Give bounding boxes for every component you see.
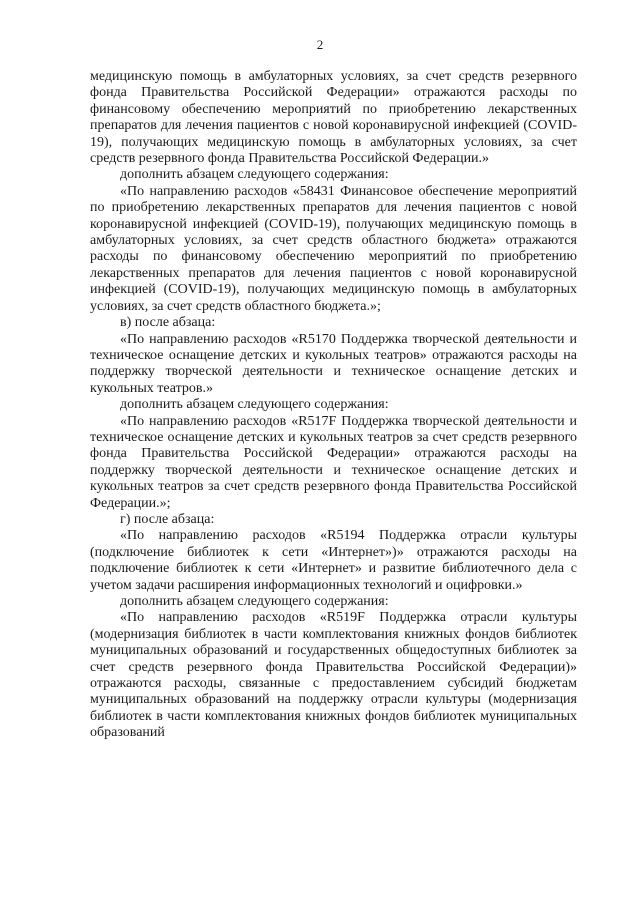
- paragraph: «По направлению расходов «R5194 Поддержка отрасли культуры (подключение библиотек к сети «Интернет»)» отражаются расходы на подключение библиотек к сети «Интернет» и развитие библиотечного дела с учетом задачи расширения информационных технологий и оцифровки.»: [90, 528, 577, 593]
- paragraph: «По направлению расходов «58431 Финансовое обеспечение мероприятий по приобретению лекарственных препаратов для лечения пациентов с новой коронавирусной инфекцией (COVID-19), получающих медицинскую помощь в амбулаторных условиях, за счет средств областного бюджета» отражаются расходы по финансовому обеспечению мероприятий по приобретению лекарственных препаратов для лечения пациентов с новой коронавирусной инфекцией (COVID-19), получающих медицинскую помощь в амбулаторных условиях, за счет средств областного бюджета.»;: [90, 183, 577, 314]
- paragraph: дополнить абзацем следующего содержания:: [120, 594, 389, 609]
- paragraph: «По направлению расходов «R519F Поддержка отрасли культуры (модернизация библиотек в части комплектования книжных фондов библиотек муниципальных образований и государственных общедоступных библиотек за счет средств резервного фонда Правительства Российской Федерации)» отражаются расходы, связанные с предоставлением субсидий бюджетам муниципальных образований на поддержку отрасли культуры (модернизация библиотек в части комплектования книжных фондов библиотек муниципальных образований: [90, 610, 577, 741]
- paragraph: г) после абзаца:: [120, 511, 215, 527]
- paragraph: «По направлению расходов «R517F Поддержка творческой деятельности и техническое оснащение детских и кукольных театров за счет средств резервного фонда Правительства Российской Федерации» отражаются расходы на поддержку творческой деятельности и техническое оснащение детских и кукольных театров за счет средств резервного фонда Правительства Российской Федерации.»;: [90, 413, 577, 511]
- paragraph: дополнить абзацем следующего содержания:: [120, 167, 389, 183]
- paragraph: в) после абзаца:: [120, 315, 216, 331]
- paragraph: медицинскую помощь в амбулаторных условиях, за счет средств резервного фонда Правительства Российской Федерации» отражаются расходы по финансовому обеспечению мероприятий по приобретению лекарственных препаратов для лечения пациентов с новой коронавирусной инфекцией (COVID-19), получающих медицинскую помощь в амбулаторных условиях, за счет средств резервного фонда Правительства Российской Федерации.»: [90, 69, 577, 167]
- document-body: [90, 69, 577, 742]
- page-number: 2: [316, 37, 324, 52]
- paragraph: «По направлению расходов «R5170 Поддержка творческой деятельности и техническое оснащение детских и кукольных театров» отражаются расходы на поддержку творческой деятельности и техническое оснащение детских и кукольных театров.»: [90, 331, 577, 396]
- paragraph: дополнить абзацем следующего содержания:: [120, 397, 389, 413]
